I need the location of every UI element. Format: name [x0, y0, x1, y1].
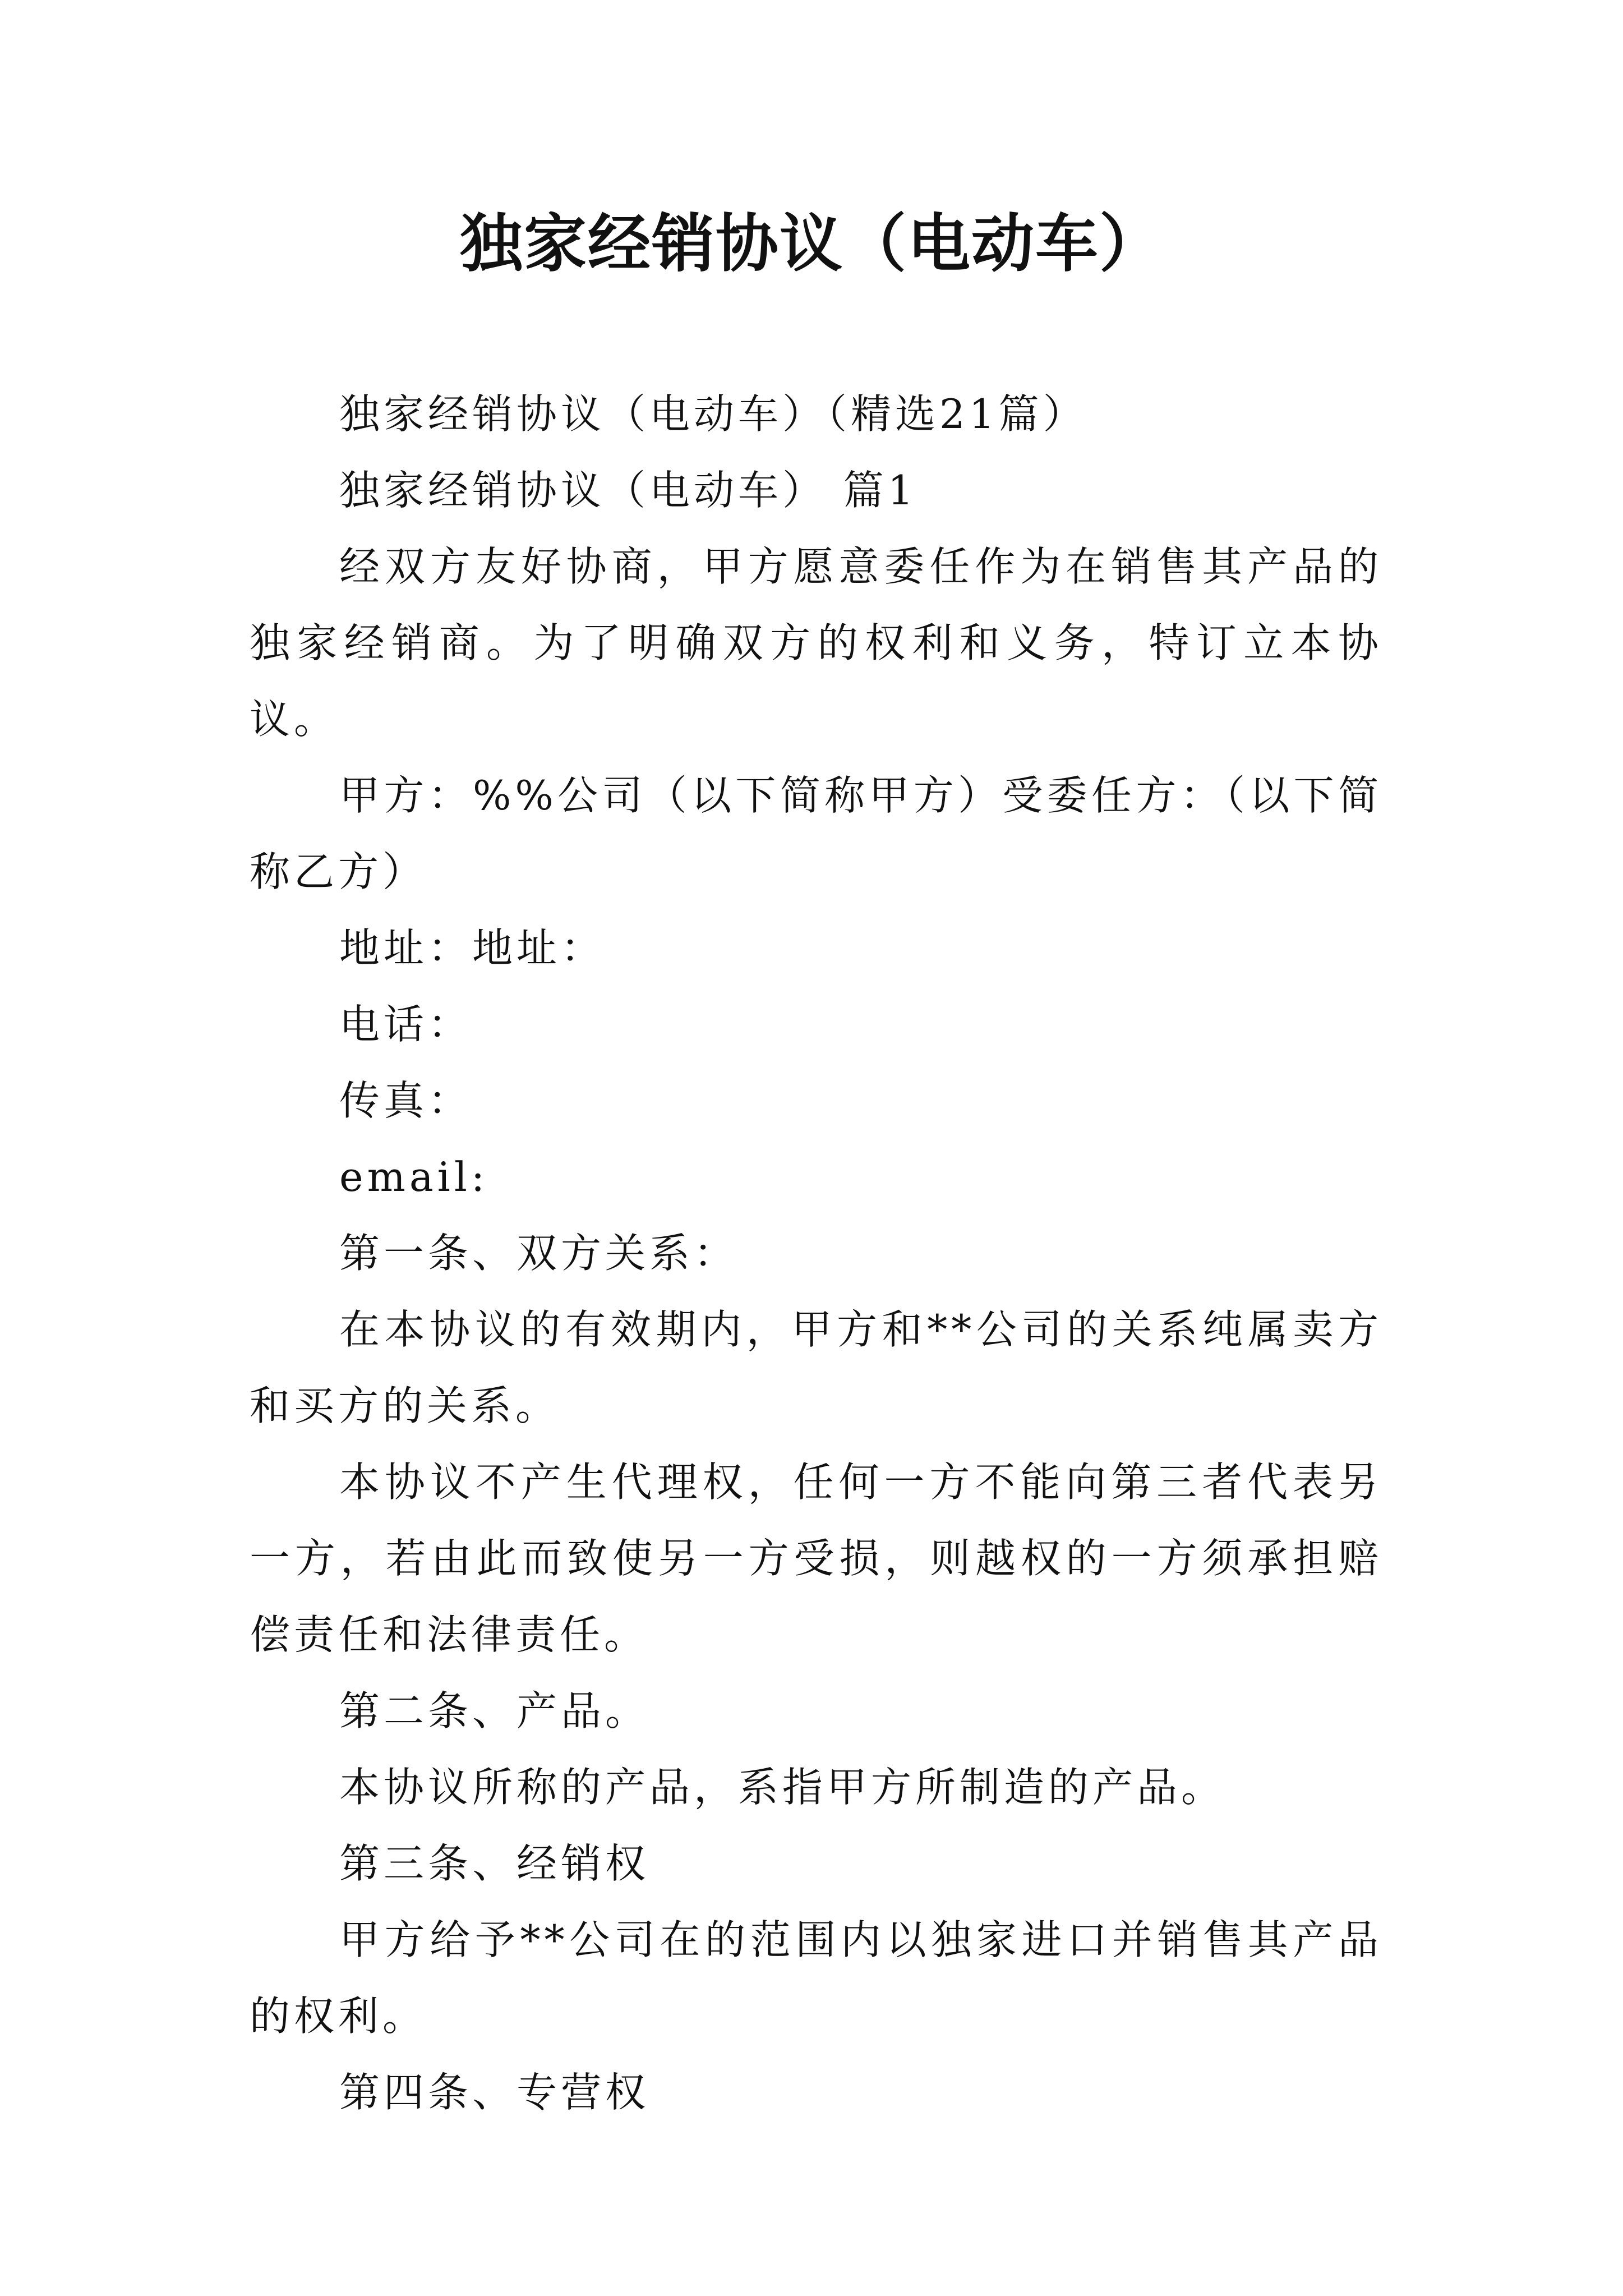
document-body [250, 376, 1382, 2131]
paragraph: 地址：地址： [339, 924, 606, 972]
paragraph: 甲方：%%公司（以下简称甲方）受委任方：（以下简称乙方） [250, 772, 1382, 895]
paragraph: 本协议不产生代理权，任何一方不能向第三者代表另一方，若由此而致使另一方受损，则越权的一方须承担赔偿责任和法律责任。 [250, 1458, 1382, 1658]
paragraph: email: [339, 1153, 489, 1200]
paragraph: 甲方给予**公司在的范围内以独家进口并销售其产品的权利。 [250, 1916, 1382, 2040]
section-heading: 第二条、产品。 [339, 1687, 650, 1734]
paragraph: 独家经销协议（电动车）（精选21篇） [339, 390, 1087, 438]
section-heading: 第四条、专营权 [339, 2069, 650, 2116]
paragraph: 经双方友好协商，甲方愿意委任作为在销售其产品的独家经销商。为了明确双方的权利和义务，特订立本协议。 [250, 543, 1382, 743]
paragraph: 传真： [339, 1077, 473, 1124]
paragraph: 本协议所称的产品，系指甲方所制造的产品。 [339, 1764, 1226, 1811]
section-heading: 第一条、双方关系： [339, 1230, 739, 1277]
paragraph: 在本协议的有效期内，甲方和**公司的关系纯属卖方和买方的关系。 [250, 1306, 1382, 1429]
paragraph: 电话： [339, 1001, 473, 1048]
paragraph: 独家经销协议（电动车） 篇1 [339, 467, 917, 514]
document-title: 独家经销协议（电动车） [460, 207, 1163, 280]
section-heading: 第三条、经销权 [339, 1840, 650, 1887]
